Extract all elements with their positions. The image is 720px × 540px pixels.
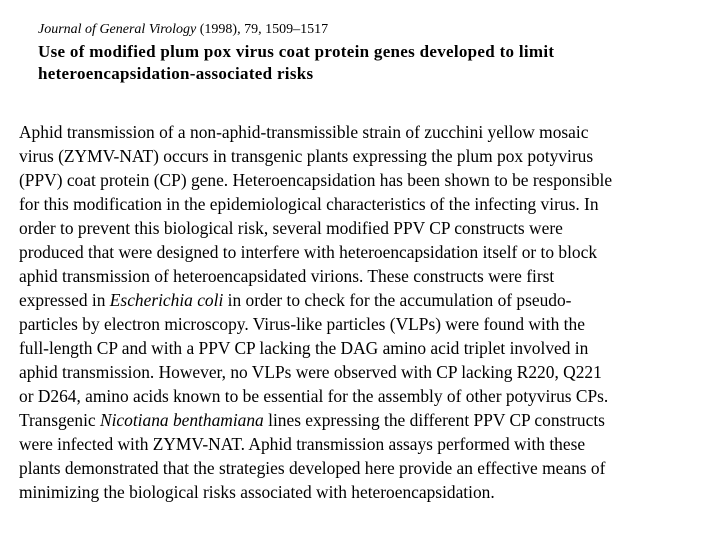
journal-name: Journal of General Virology (38, 22, 197, 37)
title-line: heteroencapsidation-associated risks (38, 64, 314, 83)
journal-citation (38, 21, 328, 39)
abstract-text-run: expressed in (19, 290, 110, 310)
species-name: Nicotiana benthamiana (100, 410, 264, 430)
abstract-line (19, 408, 709, 432)
abstract-text (19, 120, 709, 504)
abstract-line: produced that were designed to interfere with heteroencapsidation itself or to block (19, 242, 598, 262)
abstract-line: plants demonstrated that the strategies developed here provide an effective means of (19, 458, 606, 478)
species-name: Escherichia coli (109, 290, 224, 310)
abstract-text-run: lines expressing the different PPV CP constructs (263, 410, 605, 430)
paper-title (38, 41, 688, 85)
abstract-line: or D264, amino acids known to be essential for the assembly of other potyvirus CPs. (19, 386, 609, 406)
abstract-line: aphid transmission of heteroencapsidated virions. These constructs were first (19, 266, 555, 286)
abstract-line: aphid transmission. However, no VLPs were observed with CP lacking R220, Q221 (19, 362, 602, 382)
abstract-text-run: Transgenic (19, 410, 100, 430)
abstract-line: order to prevent this biological risk, several modified PPV CP constructs were (19, 218, 563, 238)
abstract-line: minimizing the biological risks associated with heteroencapsidation. (19, 482, 495, 502)
abstract-line (19, 288, 709, 312)
abstract-line: full-length CP and with a PPV CP lacking the DAG amino acid triplet involved in (19, 338, 589, 358)
abstract-line: for this modification in the epidemiological characteristics of the infecting virus. In (19, 194, 599, 214)
abstract-line: (PPV) coat protein (CP) gene. Heteroencapsidation has been shown to be responsible (19, 170, 613, 190)
abstract-line: virus (ZYMV-NAT) occurs in transgenic plants expressing the plum pox potyvirus (19, 146, 594, 166)
citation-details: (1998), 79, 1509–1517 (196, 22, 329, 37)
abstract-line: particles by electron microscopy. Virus-like particles (VLPs) were found with the (19, 314, 585, 334)
abstract-line: were infected with ZYMV-NAT. Aphid transmission assays performed with these (19, 434, 586, 454)
title-line: Use of modified plum pox virus coat protein genes developed to limit (38, 42, 555, 61)
abstract-text-run: in order to check for the accumulation of pseudo- (223, 290, 572, 310)
abstract-line: Aphid transmission of a non-aphid-transmissible strain of zucchini yellow mosaic (19, 122, 589, 142)
